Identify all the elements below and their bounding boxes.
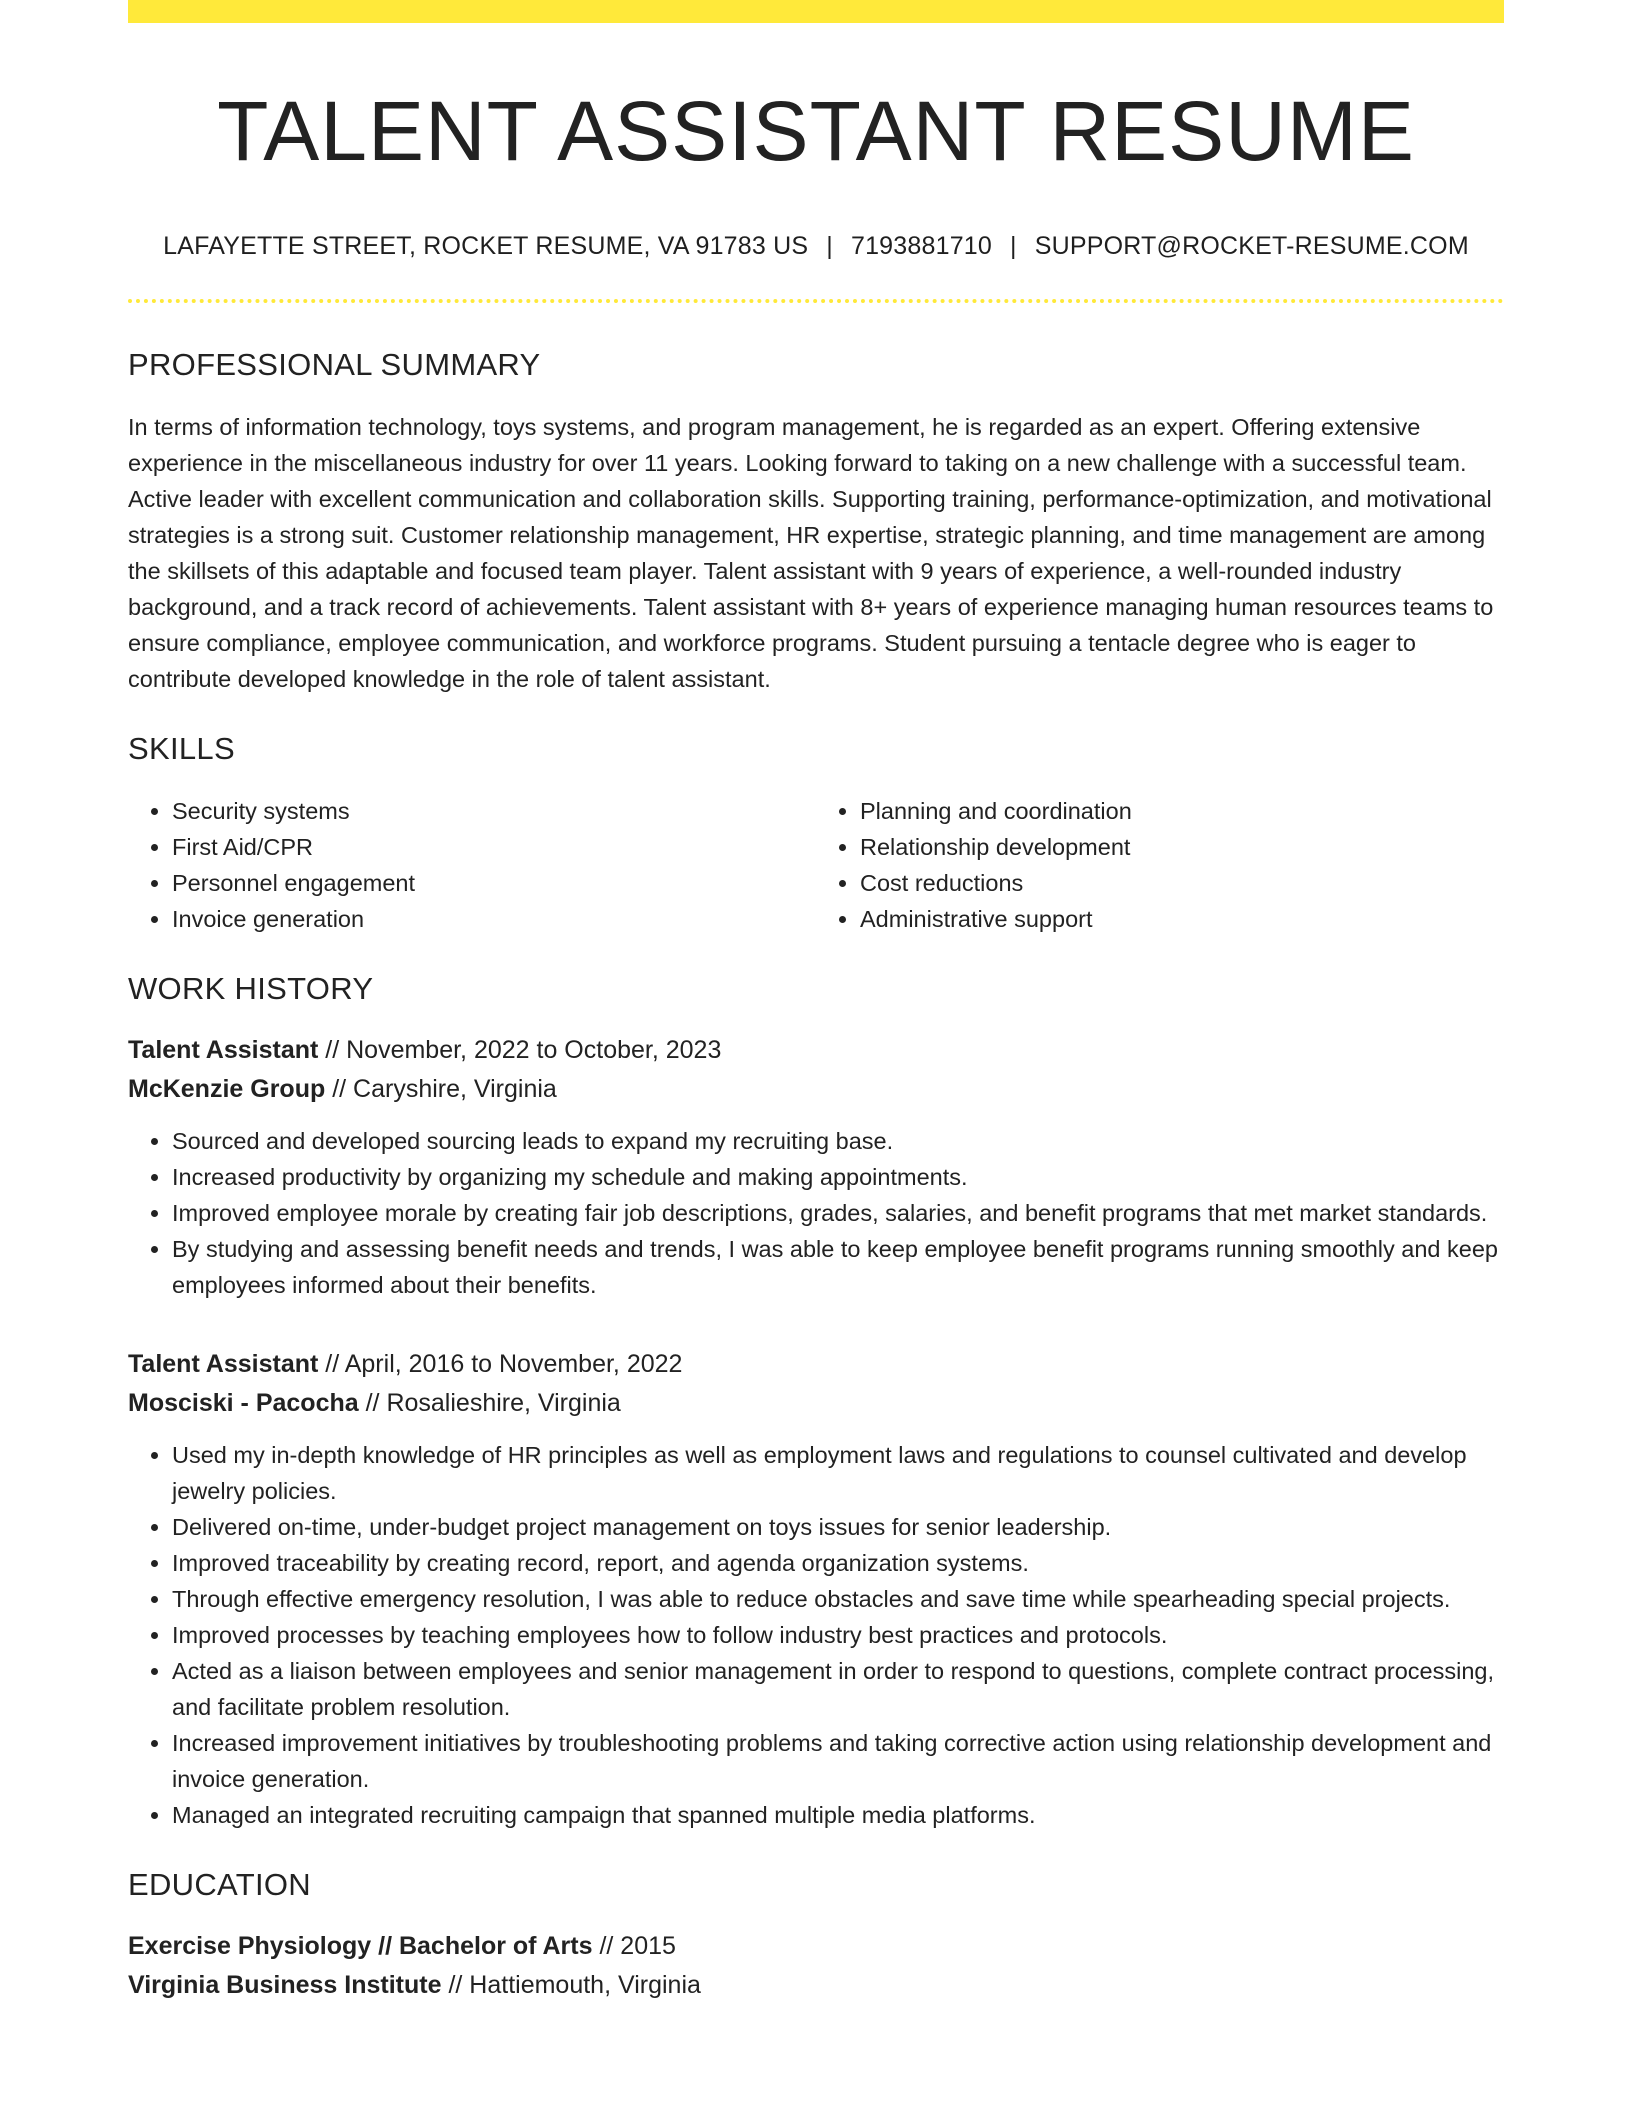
job-bullet: • Through effective emergency resolution, I was able to reduce obstacles and save time while spearheading special projects. — [172, 1581, 1504, 1617]
summary-text: In terms of information technology, toys systems, and program management, he is regarded as an expert. Offering extensive experience in the miscellaneous industry for over 11 years. Looking forward to taking on a new challenge with a successful team. Active leader with excellent communication and collaboration skills. Supporting training, performance-optimization, and motivational strategies is a strong suit. Customer relationship management, HR expertise, strategic planning, and time management are among the skillsets of this adaptable and focused team player. Talent assistant with 9 years of experience, a well-rounded industry background, and a track record of achievements. Talent assistant with 8+ years of experience managing human resources teams to ensure compliance, employee communication, and workforce programs. Student pursuing a tentacle degree who is eager to contribute developed knowledge in the role of talent assistant. — [128, 413, 1494, 692]
job-dates: // November, 2022 to October, 2023 — [318, 1035, 722, 1064]
skill-item: • Planning and coordination — [860, 793, 1504, 829]
job-bullet: • By studying and assessing benefit needs and trends, I was able to keep employee benefit programs running smoothly and keep employees informed about their benefits. — [172, 1231, 1504, 1303]
skill-item: • Cost reductions — [860, 865, 1504, 901]
job-bullet: • Increased improvement initiatives by troubleshooting problems and taking corrective action using relationship development and invoice generation. — [172, 1725, 1504, 1797]
skills-list — [128, 793, 1504, 937]
contact-separator: | — [1010, 231, 1017, 260]
job-role: Talent Assistant — [128, 1349, 319, 1378]
job-bullet: • Used my in-depth knowledge of HR principles as well as employment laws and regulations to counsel cultivated and develop jewelry policies. — [172, 1437, 1504, 1509]
skills-column-right — [816, 793, 1504, 937]
education-heading: EDUCATION — [128, 1866, 311, 1902]
education-degree-line — [128, 1927, 1504, 1966]
job-bullet: • Increased productivity by organizing my schedule and making appointments. — [172, 1159, 1504, 1195]
education-degree: Exercise Physiology // Bachelor of Arts — [128, 1931, 593, 1960]
skill-item: • Personnel engagement — [172, 865, 816, 901]
education-location: // Hattiemouth, Virginia — [441, 1970, 701, 1999]
job-role: Talent Assistant — [128, 1035, 319, 1064]
resume-title: TALENT ASSISTANT RESUME — [217, 84, 1415, 178]
education-year: // 2015 — [592, 1931, 676, 1960]
skill-item: • Relationship development — [860, 829, 1504, 865]
job-dates: // April, 2016 to November, 2022 — [318, 1349, 683, 1378]
resume-content — [128, 0, 1504, 2005]
education-school: Virginia Business Institute — [128, 1970, 442, 1999]
job-entry — [128, 1031, 1504, 1303]
contact-address: LAFAYETTE STREET, ROCKET RESUME, VA 91783 US — [163, 231, 809, 260]
skill-item: • Administrative support — [860, 901, 1504, 937]
job-location: // Rosalieshire, Virginia — [358, 1388, 621, 1417]
job-company-line — [128, 1384, 1504, 1423]
dotted-divider — [128, 299, 1504, 303]
skills-heading: SKILLS — [128, 730, 235, 766]
skill-item: • Security systems — [172, 793, 816, 829]
contact-phone[interactable]: 7193881710 — [850, 231, 993, 260]
education-school-line — [128, 1966, 1504, 2005]
work-history-heading: WORK HISTORY — [128, 970, 374, 1006]
job-bullet: • Managed an integrated recruiting campaign that spanned multiple media platforms. — [172, 1797, 1504, 1833]
job-location: // Caryshire, Virginia — [325, 1074, 557, 1103]
job-entry — [128, 1345, 1504, 1833]
skill-item: • Invoice generation — [172, 901, 816, 937]
education-entry — [128, 1927, 1504, 2005]
job-bullet: • Improved processes by teaching employees how to follow industry best practices and protocols. — [172, 1617, 1504, 1653]
job-bullet: • Delivered on-time, under-budget project management on toys issues for senior leadership. — [172, 1509, 1504, 1545]
skills-column-left — [128, 793, 816, 937]
job-bullet: • Acted as a liaison between employees and senior management in order to respond to questions, complete contract processing, and facilitate problem resolution. — [172, 1653, 1504, 1725]
job-title-line — [128, 1031, 1504, 1070]
job-bullet: • Improved employee morale by creating fair job descriptions, grades, salaries, and benefit programs that met market standards. — [172, 1195, 1504, 1231]
job-title-line — [128, 1345, 1504, 1384]
contact-separator: | — [826, 231, 833, 260]
contact-email[interactable]: SUPPORT@ROCKET-RESUME.COM — [1034, 231, 1469, 260]
skill-item: • First Aid/CPR — [172, 829, 816, 865]
accent-top-bar — [128, 0, 1504, 23]
job-company-line — [128, 1070, 1504, 1109]
job-bullet: • Sourced and developed sourcing leads to expand my recruiting base. — [172, 1123, 1504, 1159]
job-bullets — [128, 1437, 1504, 1833]
job-bullets — [128, 1123, 1504, 1303]
summary-heading: PROFESSIONAL SUMMARY — [128, 346, 541, 382]
contact-line — [128, 232, 1504, 261]
job-bullet: • Improved traceability by creating record, report, and agenda organization systems. — [172, 1545, 1504, 1581]
job-company: McKenzie Group — [128, 1074, 326, 1103]
job-company: Mosciski - Pacocha — [128, 1388, 359, 1417]
